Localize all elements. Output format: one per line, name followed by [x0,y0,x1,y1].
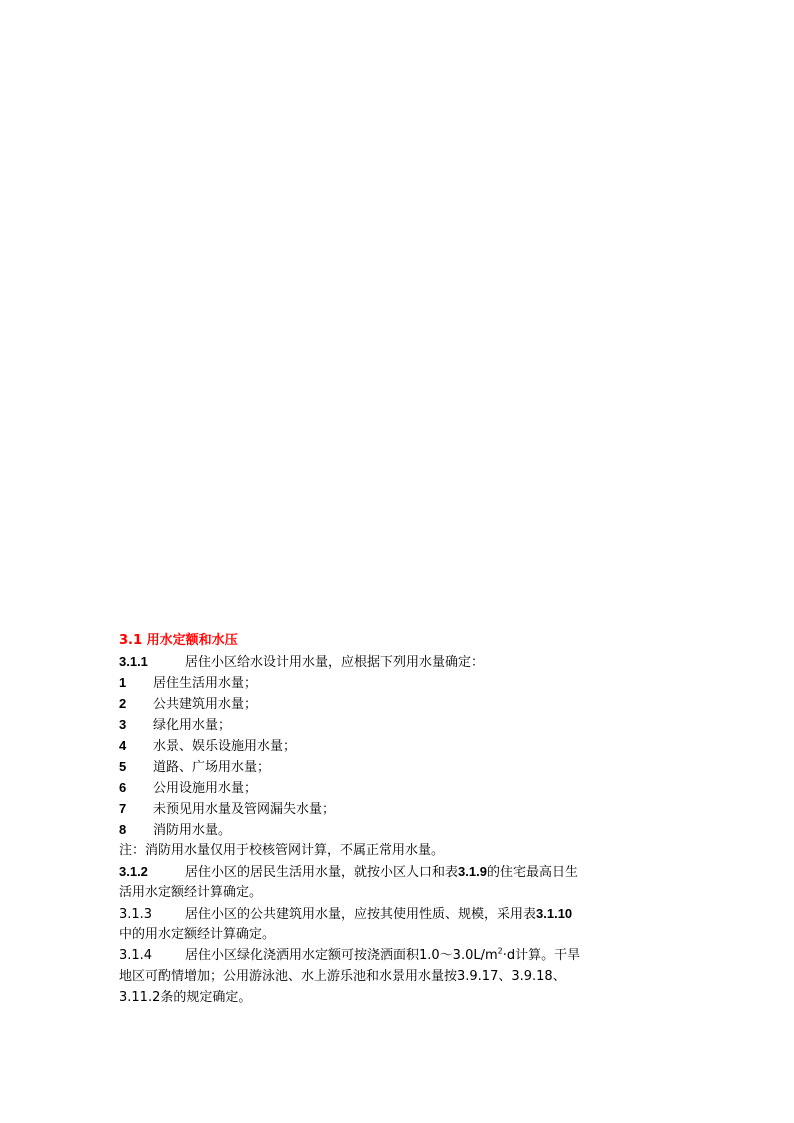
list-item-text: 未预见用水量及管网漏失水量； [153,802,336,817]
list-item-number: 3 [119,717,127,732]
list-item-number: 1 [119,675,127,690]
superscript: 2 [497,946,503,956]
list-item [119,693,685,714]
section-number: 3.1 [119,633,143,648]
clause-text: 居住小区的居民生活用水量，就按小区人口和表 [185,865,459,880]
table-reference: 3.1.9 [458,864,487,879]
clause-continuation: 中的用水定额经计算确定。 [119,927,276,942]
section-heading [119,630,685,651]
list-item-number: 7 [119,801,127,816]
document-content [119,630,685,1008]
list-item-text: 道路、广场用水量； [153,760,271,775]
clause-text: 的住宅最高日生 [486,865,578,880]
clause-3-1-4 [119,945,685,966]
list-item-text: 公共建筑用水量； [153,697,258,712]
section-title: 用水定额和水压 [146,633,238,648]
clause-number: 3.1.3 [119,907,153,922]
note-text: 注：消防用水量仅用于校核管网计算，不属正常用水量。 [119,843,445,858]
list-item-number: 5 [119,759,127,774]
list-item [119,777,685,798]
list-item-text: 消防用水量。 [153,823,232,838]
clause-3-1-1 [119,651,685,672]
list-item [119,798,685,819]
clause-continuation: 活用水定额经计算确定。 [119,885,263,900]
list-item-number: 6 [119,780,127,795]
list-item-text: 居住生活用水量； [153,676,258,691]
list-item [119,756,685,777]
list-item [119,672,685,693]
clause-number: 3.1.4 [119,948,153,963]
clause-number: 3.1.1 [119,654,148,669]
list-item-text: 绿化用水量； [153,718,232,733]
clause-number: 3.1.2 [119,864,148,879]
clause-text: 居住小区的公共建筑用水量，应按其使用性质、规模，采用表 [185,907,537,922]
list-item-number: 8 [119,822,127,837]
clause-continuation: 地区可酌情增加；公用游泳池、水上游乐池和水景用水量按3.9.17、3.9.18、 [119,969,566,984]
list-item [119,714,685,735]
clause-text: 居住小区给水设计用水量，应根据下列用水量确定： [185,655,485,670]
list-item-text: 水景、娱乐设施用水量； [153,739,297,754]
clause-text: 居住小区绿化浇洒用水定额可按浇洒面积1.0～3.0L/m [185,948,498,963]
list-item-number: 4 [119,738,127,753]
clause-continuation: 3.11.2条的规定确定。 [119,990,252,1005]
list-item [119,735,685,756]
table-reference: 3.1.10 [536,906,573,921]
list-item-text: 公用设施用水量； [153,781,258,796]
list-item [119,819,685,840]
clause-text: ·d计算。干旱 [502,948,581,963]
clause-3-1-3 [119,903,685,924]
clause-3-1-2 [119,861,685,882]
list-item-number: 2 [119,696,127,711]
